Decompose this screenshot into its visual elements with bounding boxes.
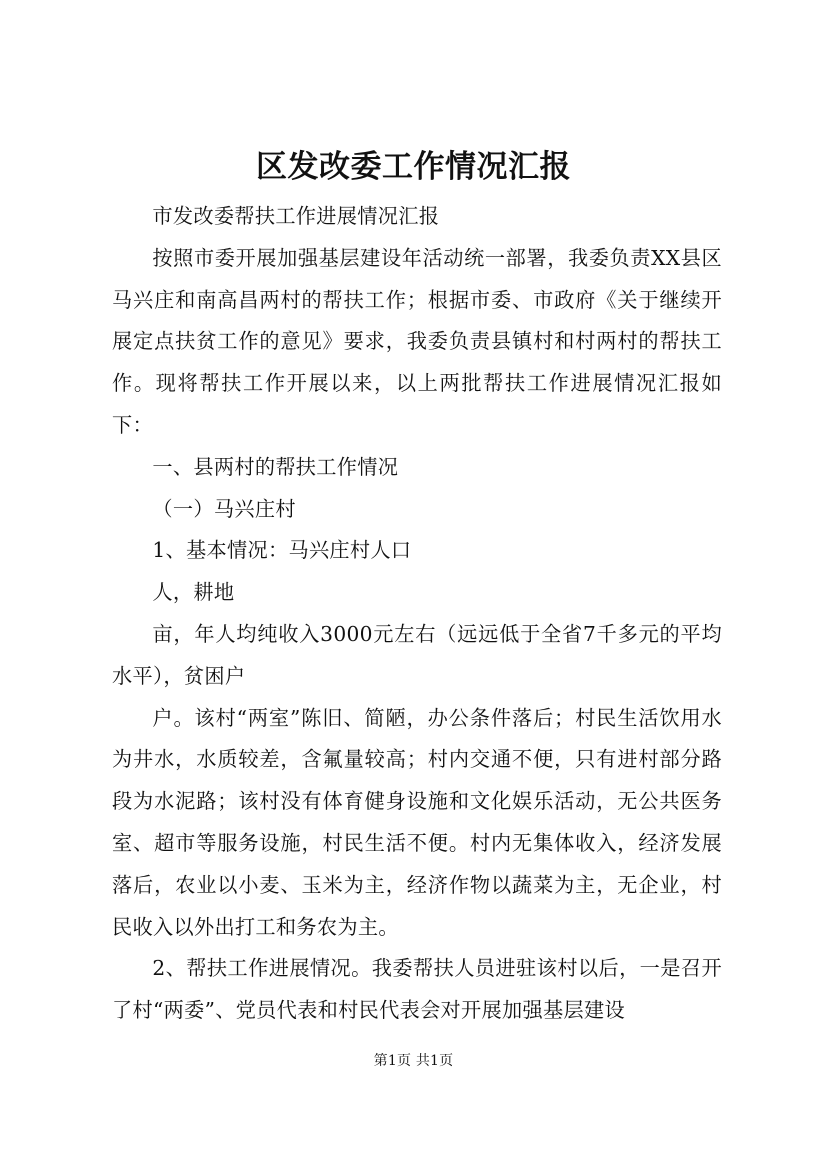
page-footer: 第1页 共1页 xyxy=(373,1053,454,1069)
paragraph-intro: 按照市委开展加强基层建设年活动统一部署，我委负责XX县区马兴庄和南高昌两村的帮扶工作；根据市委、市政府《关于继续开展定点扶贫工作的意见》要求，我委负责县镇村和村两村的帮扶工作。现将帮扶工作开展以来，以上两批帮扶工作进展情况汇报如下： xyxy=(112,245,722,437)
section-heading-1: 一、县两村的帮扶工作情况 xyxy=(152,454,399,479)
paragraph-village-conditions: 户。该村“两室”陈旧、简陋，办公条件落后；村民生活饮用水为井水，水质较差，含氟量较高；村内交通不便，只有进村部分路段为水泥路；该村没有体育健身设施和文化娱乐活动，无公共医务室、超市等服务设施，村民生活不便。村内无集体收入，经济发展落后，农业以小麦、玉米为主，经济作物以蔬菜为主，无企业，村民收入以外出打工和务农为主。 xyxy=(112,705,722,939)
document-title: 区发改委工作情况汇报 xyxy=(256,149,571,185)
document-body xyxy=(112,196,722,1032)
paragraph-progress: 2、帮扶工作进展情况。我委帮扶人员进驻该村以后，一是召开了村“两委”、党员代表和村民代表会对开展加强基层建设 xyxy=(112,956,722,1023)
paragraph-population: 人，耕地 xyxy=(152,580,235,605)
paragraph-subtitle: 市发改委帮扶工作进展情况汇报 xyxy=(152,204,440,228)
paragraph-basic-info: 1、基本情况：马兴庄村人口 xyxy=(152,538,412,563)
subsection-heading-1: （一）马兴庄村 xyxy=(152,496,296,521)
paragraph-income: 亩，年人均纯收入3000元左右（远远低于全省7千多元的平均水平），贫困户 xyxy=(112,621,722,688)
